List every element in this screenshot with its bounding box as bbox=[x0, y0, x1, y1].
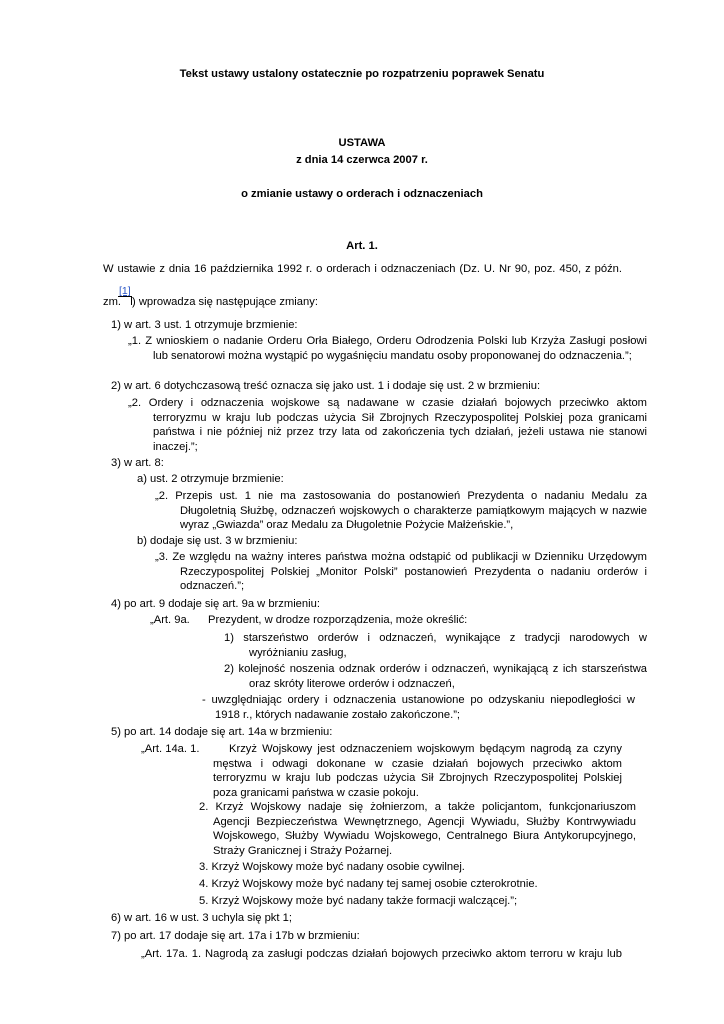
point-5: 5) po art. 14 dodaje się art. 14a w brzmieniu: bbox=[111, 726, 333, 738]
intro-tail: ) wprowadza się następujące zmiany: bbox=[132, 296, 318, 308]
point-4-item-1: 1) starszeństwo orderów i odznaczeń, wynikające z tradycji narodowych w wyróżnianiu zasług, bbox=[224, 632, 647, 659]
act-title: USTAWA bbox=[338, 137, 386, 149]
point-3b-quote: „3. Ze względu na ważny interes państwa można odstąpić od publikacji w Dzienniku Urzędowym Rzeczypospolitej Polskiej „Monitor Polski” postanowień Prezydenta o nadaniu orderów i odznaczeń.”; bbox=[155, 551, 647, 593]
point-5-para-2: 2. Krzyż Wojskowy nadaje się żołnierzom, a także policjantom, funkcjonariuszom Agencji Bezpieczeństwa Wewnętrznego, Agencji Wywiadu, Służby Kontrwywiadu Wojskowego, Służby Wywiadu Wojskowego, Centralnego Biura Antykorupcyjnego, Straży Granicznej i Straży Pożarnej. bbox=[199, 801, 636, 857]
point-5-article: „Art. 14a. 1. bbox=[141, 743, 200, 755]
act-date: z dnia 14 czerwca 2007 r. bbox=[296, 154, 428, 166]
point-3b: b) dodaje się ust. 3 w brzmieniu: bbox=[137, 535, 298, 547]
article-1-heading: Art. 1. bbox=[346, 240, 378, 252]
point-4-text: Prezydent, w drodze rozporządzenia, może określić: bbox=[208, 614, 468, 626]
document-header: Tekst ustawy ustalony ostatecznie po rozpatrzeniu poprawek Senatu bbox=[179, 68, 545, 80]
point-4-article: „Art. 9a. bbox=[150, 614, 190, 626]
point-3: 3) w art. 8: bbox=[111, 457, 164, 469]
point-5-para-5: 5. Krzyż Wojskowy może być nadany także formacji walczącej.”; bbox=[199, 895, 518, 907]
point-4: 4) po art. 9 dodaje się art. 9a w brzmieniu: bbox=[111, 598, 320, 610]
point-4-closing: - uwzględniając ordery i odznaczenia ustanowione po odzyskaniu niepodległości w 1918 r., których nadawanie zostało zakończone.”; bbox=[202, 694, 635, 721]
point-6: 6) w art. 16 w ust. 3 uchyla się pkt 1; bbox=[111, 912, 292, 924]
footnote-link[interactable]: [1] bbox=[119, 285, 131, 297]
point-1: 1) w art. 3 ust. 1 otrzymuje brzmienie: bbox=[111, 319, 298, 331]
point-2: 2) w art. 6 dotychczasową treść oznacza się jako ust. 1 i dodaje się ust. 2 w brzmieniu: bbox=[111, 380, 541, 392]
point-5-para-4: 4. Krzyż Wojskowy może być nadany tej samej osobie czterokrotnie. bbox=[199, 878, 538, 890]
point-7-quote: „Art. 17a. 1. Nagrodą za zasługi podczas działań bojowych przeciwko aktom terroru w kraju lub bbox=[141, 948, 622, 960]
intro-zm: zm. bbox=[103, 296, 122, 308]
point-5-para-1: Krzyż Wojskowy jest odznaczeniem wojskowym będącym nagrodą za czyny męstwa i odwagi dokonane w czasie działań bojowych przeciwko aktom terroryzmu w kraju lub podczas użycia Sił Zbrojnych Rzeczypospolitej Polskiej poza granicami państwa w czasie pokoju. bbox=[213, 743, 622, 799]
intro-line: W ustawie z dnia 16 października 1992 r. o orderach i odznaczeniach (Dz. U. Nr 90, poz. 450, z późn. bbox=[103, 263, 622, 275]
point-3a-quote: „2. Przepis ust. 1 nie ma zastosowania do postanowień Prezydenta o nadaniu Medalu za Długoletnią Służbę, odznaczeń wojskowych o charakterze pamiątkowym mających w nazwie wyraz „Gwiazda” oraz Medalu za Długoletnie Pożycie Małżeńskie.”, bbox=[155, 490, 647, 532]
point-7: 7) po art. 17 dodaje się art. 17a i 17b w brzmieniu: bbox=[111, 930, 360, 942]
act-subject: o zmianie ustawy o orderach i odznaczeniach bbox=[241, 188, 483, 200]
point-2-quote: „2. Ordery i odznaczenia wojskowe są nadawane w czasie działań bojowych przeciwko aktom terroryzmu w kraju lub podczas użycia Sił Zbrojnych Rzeczypospolitej Polskiej poza granicami państwa i nie później niż przez trzy lata od zakończenia tych działań, jeżeli ustawa nie stanowi inaczej.”; bbox=[128, 397, 647, 453]
point-5-para-3: 3. Krzyż Wojskowy może być nadany osobie cywilnej. bbox=[199, 861, 465, 873]
point-1-quote: „1. Z wnioskiem o nadanie Orderu Orła Białego, Orderu Odrodzenia Polski lub Krzyża Zasługi posłowi lub senatorowi można wystąpić po wygaśnięciu mandatu osoby proponowanej do odznaczenia.”; bbox=[128, 335, 647, 362]
point-3a: a) ust. 2 otrzymuje brzmienie: bbox=[137, 473, 284, 485]
point-4-item-2: 2) kolejność noszenia odznak orderów i odznaczeń, wynikającą z ich starszeństwa oraz skróty literowe orderów i odznaczeń, bbox=[224, 663, 647, 690]
